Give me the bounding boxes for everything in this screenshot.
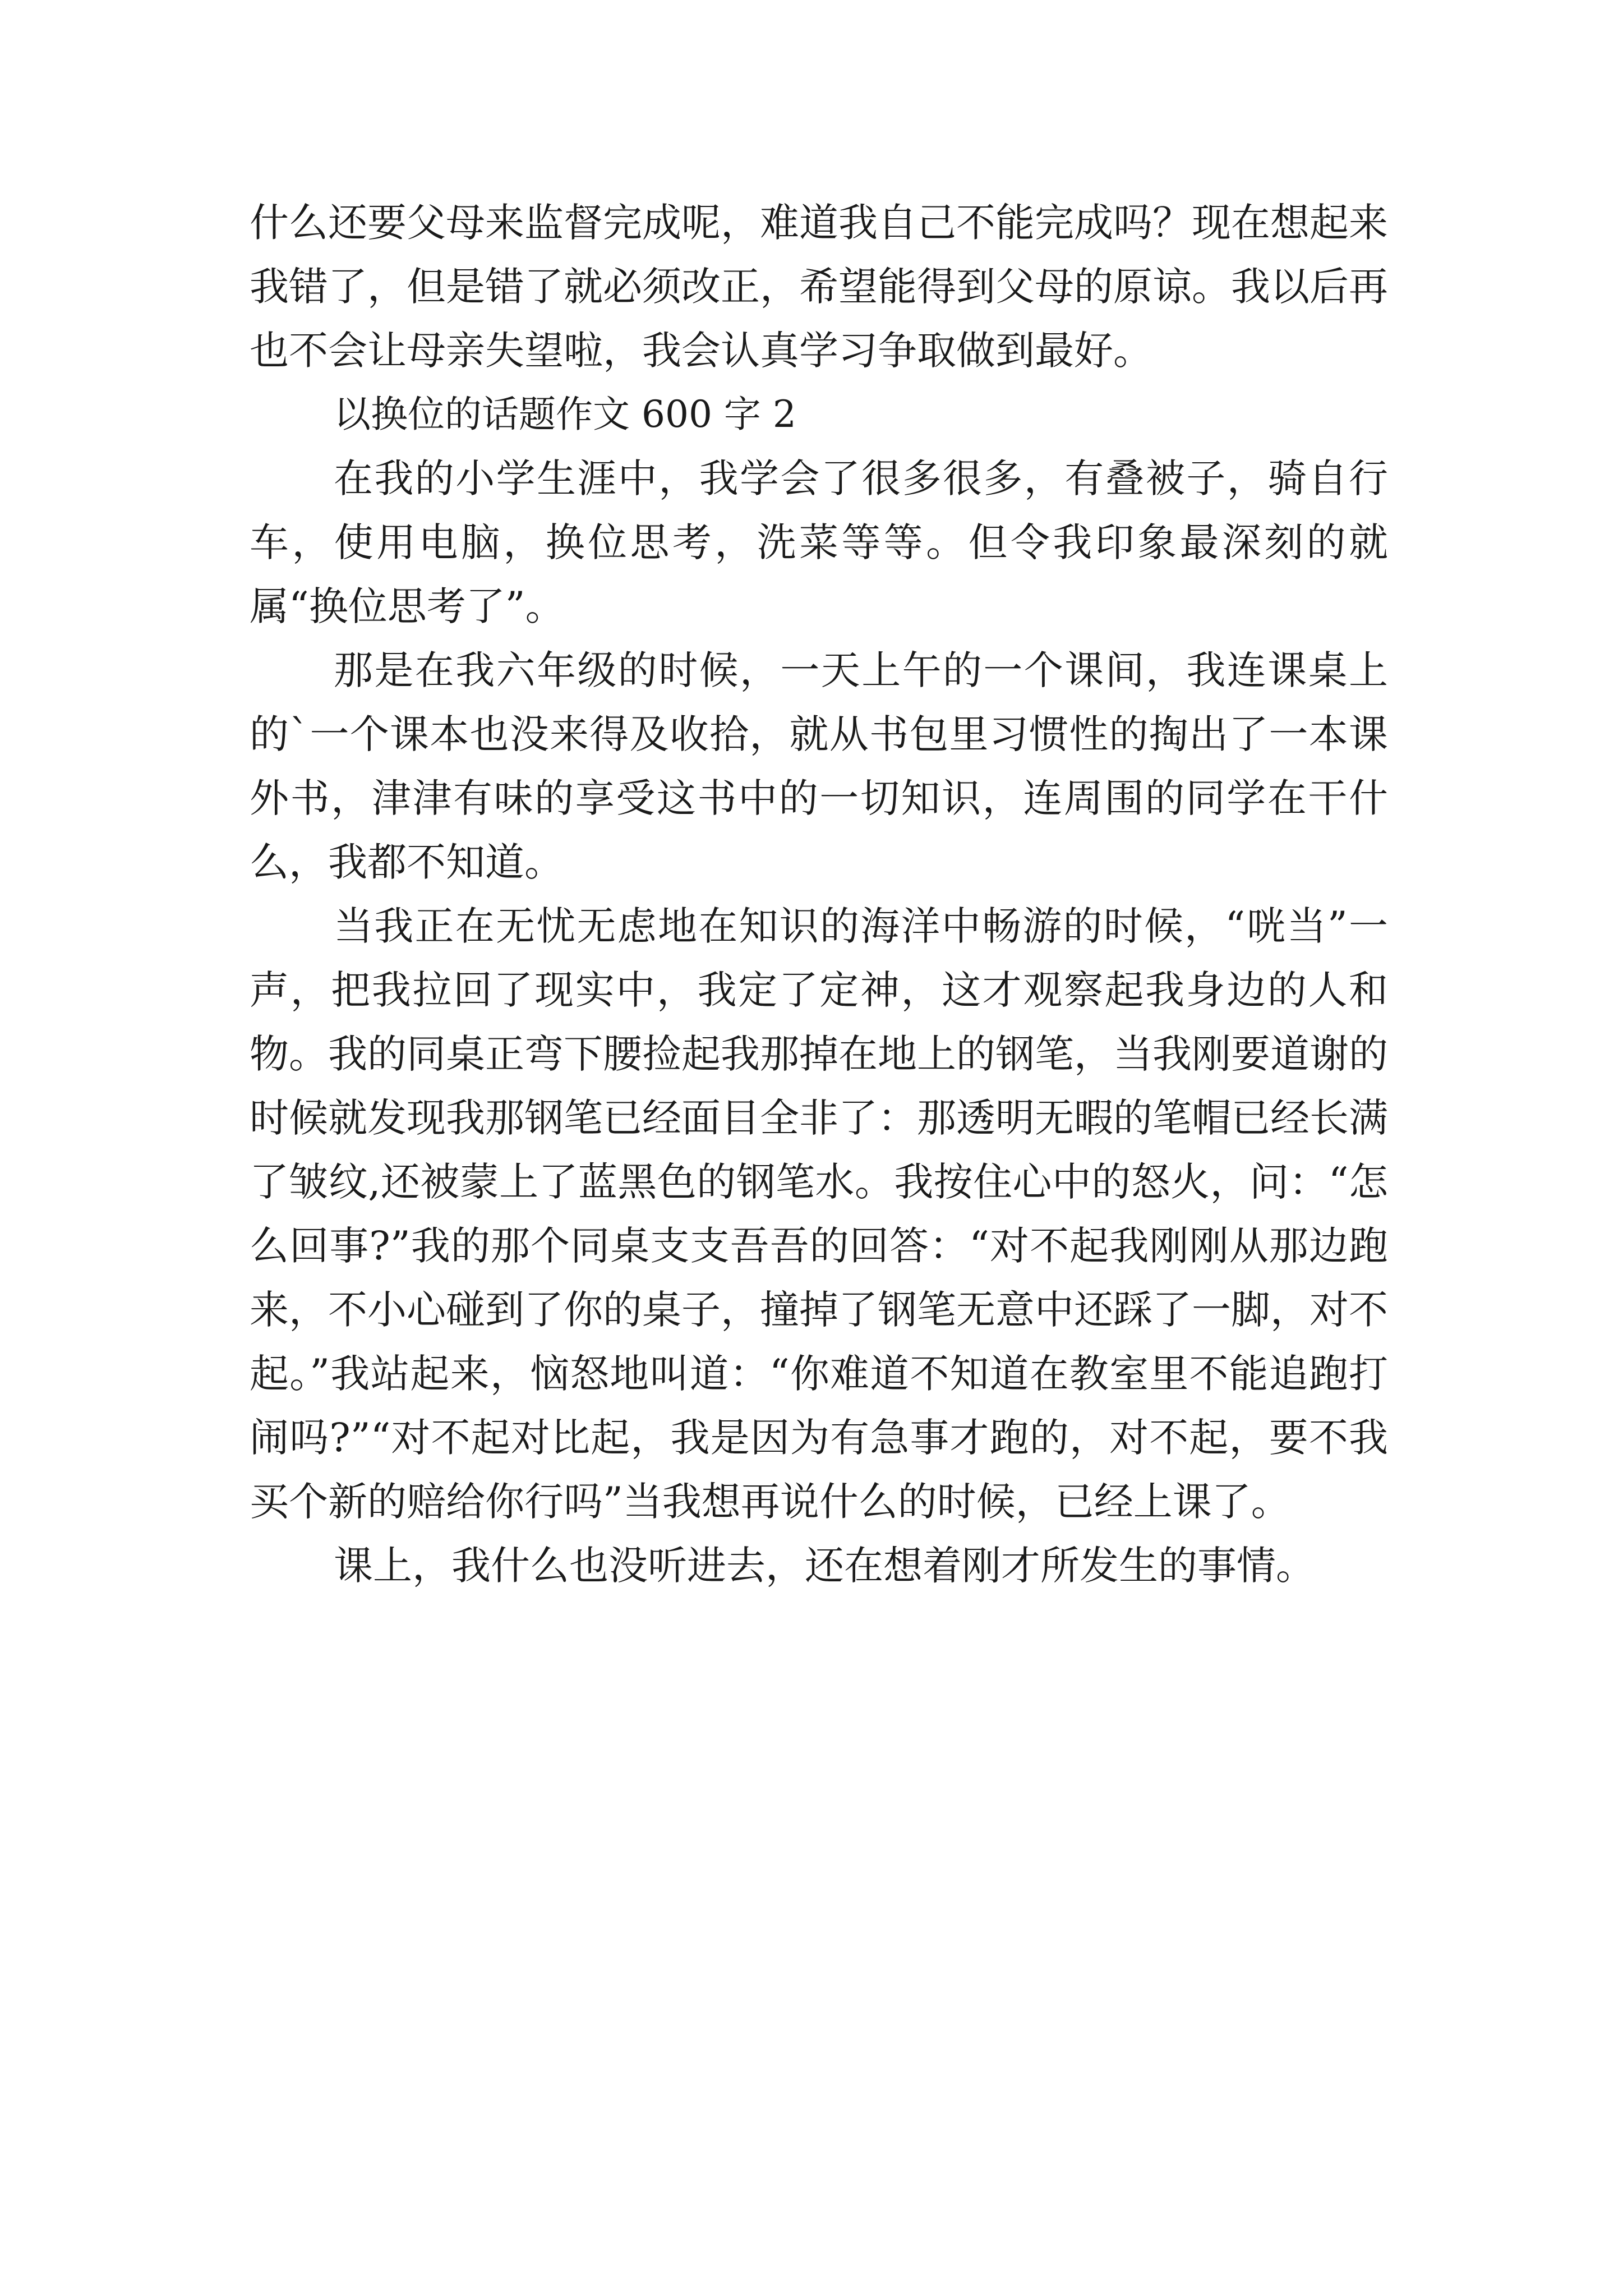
document-body bbox=[250, 191, 1388, 1598]
essay-heading: 以换位的话题作文 600 字 2 bbox=[334, 393, 796, 436]
paragraph-continuation: 什么还要父母来监督完成呢，难道我自己不能完成吗？现在想起来我错了，但是错了就必须改正，希望能得到父母的原谅。我以后再也不会让母亲失望啦，我会认真学习争取做到最好。 bbox=[250, 200, 1388, 374]
paragraph: 当我正在无忧无虑地在知识的海洋中畅游的时候，“咣当”一声，把我拉回了现实中，我定了定神，这才观察起我身边的人和物。我的同桌正弯下腰捡起我那掉在地上的钢笔，当我刚要道谢的时候就发现我那钢笔已经面目全非了：那透明无暇的笔帽已经长满了皱纹,还被蒙上了蓝黑色的钢笔水。我按住心中的怒火，问：“怎么回事?”我的那个同桌支支吾吾的回答：“对不起我刚刚从那边跑来，不小心碰到了你的桌子，撞掉了钢笔无意中还踩了一脚，对不起。”我站起来，恼怒地叫道：“你难道不知道在教室里不能追跑打闹吗?”“对不起对比起，我是因为有急事才跑的，对不起，要不我买个新的赔给你行吗”当我想再说什么的时候，已经上课了。 bbox=[250, 903, 1388, 1525]
paragraph: 在我的小学生涯中，我学会了很多很多，有叠被子，骑自行车，使用电脑，换位思考，洗菜等等。但令我印象最深刻的就属“换位思考了”。 bbox=[250, 455, 1388, 629]
paragraph: 那是在我六年级的时候，一天上午的一个课间，我连课桌上的`一个课本也没来得及收拾，就从书包里习惯性的掏出了一本课外书，津津有味的享受这书中的一切知识，连周围的同学在干什么，我都不知道。 bbox=[250, 647, 1388, 885]
paragraph: 课上，我什么也没听进去，还在想着刚才所发生的事情。 bbox=[334, 1543, 1315, 1589]
